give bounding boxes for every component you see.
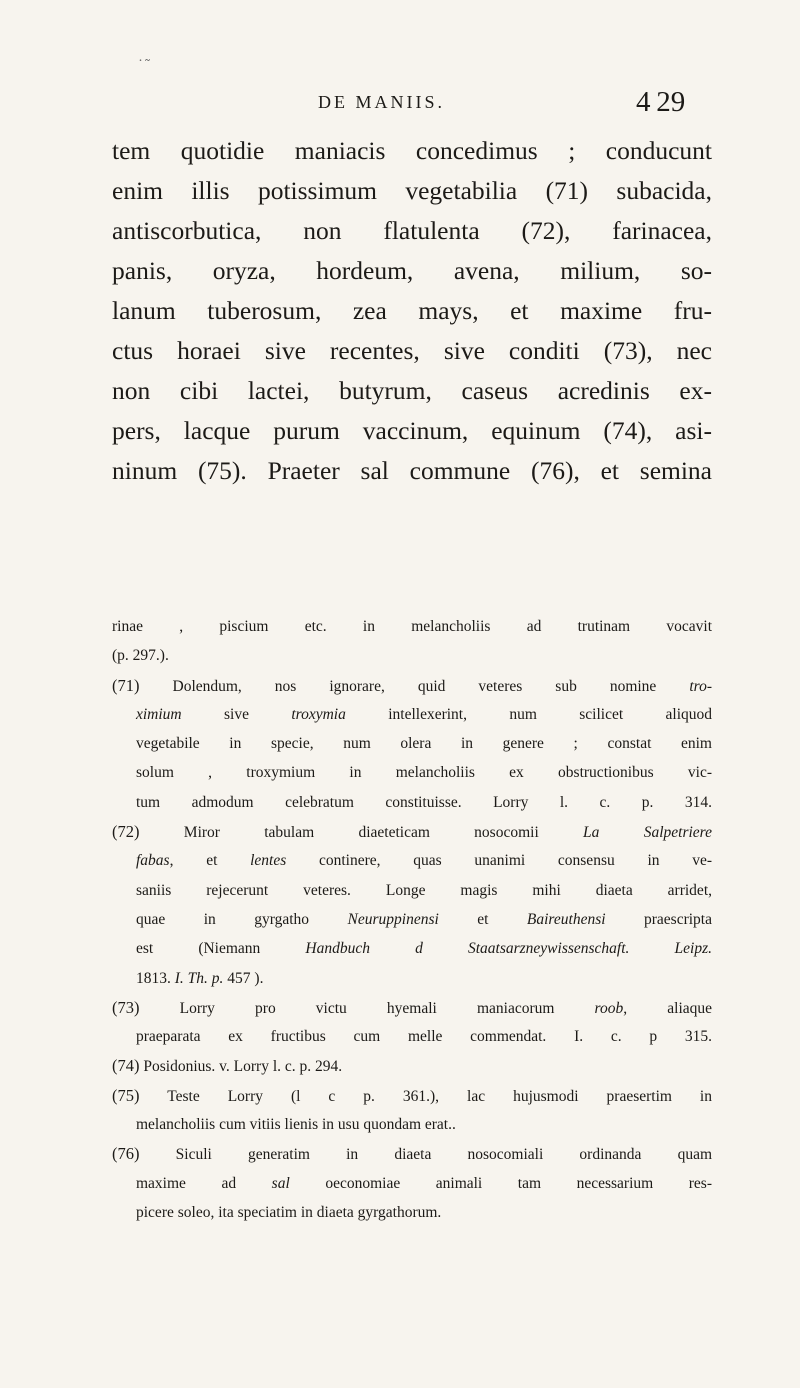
footnote-72: (72) Miror tabulam diaeteticam nosocomii La Salpetriere [112, 822, 712, 842]
footnote-line: quae in gyrgatho Neuruppinensi et Baireuthensi praescripta [136, 910, 712, 928]
footnote-line: ximium sive troxymia intellexerint, num scilicet aliquod [136, 705, 712, 723]
footnote-line: vegetabile in specie, num olera in genere ; constat enim [136, 735, 712, 753]
footnote-73: (73) Lorry pro victu hyemali maniacorum roob, aliaque [112, 997, 712, 1017]
text-line: enim illis potissimum vegetabilia (71) subacida, [112, 176, 712, 205]
footnote-number: (74) [112, 1056, 140, 1076]
footnote-line: fabas, et lentes continere, quas unanimi consensu in ve- [136, 852, 712, 870]
footnotes [112, 612, 712, 1227]
footnote-continuation-line: (p. 297.). [112, 647, 169, 665]
footnote-line: praeparata ex fructibus cum melle commendat. I. c. p 315. [136, 1028, 712, 1046]
footnote-line: solum , troxymium in melancholiis ex obstructionibus vic- [136, 764, 712, 782]
text-line: pers, lacque purum vaccinum, equinum (74), asi- [112, 416, 712, 445]
footnote-continuation-line: rinae , piscium etc. in melancholiis ad trutinam vocavit [112, 618, 712, 635]
page-number: 4 29 [636, 86, 686, 118]
footnote-number: (71) [112, 675, 140, 695]
text-line: antiscorbutica, non flatulenta (72), farinacea, [112, 216, 712, 245]
text-line: lanum tuberosum, zea mays, et maxime fru- [112, 296, 712, 325]
footnote-75: (75) Teste Lorry (l c p. 361.), lac hujusmodi praesertim in [112, 1085, 712, 1105]
footnote-number: (75) [112, 1085, 140, 1105]
footnote-74: (74) Posidonius. v. Lorry l. c. p. 294. [112, 1056, 343, 1076]
footnote-line: est (Niemann Handbuch d Staatsarzneywissenschaft. Leipz. [136, 940, 712, 958]
main-text [112, 131, 712, 491]
footnote-line: saniis rejecerunt veteres. Longe magis mihi diaeta arridet, [136, 881, 712, 899]
text-line: ctus horaei sive recentes, sive conditi (73), nec [112, 336, 712, 365]
footnote-number: (76) [112, 1144, 140, 1164]
ink-mark: ˙˜ [137, 58, 151, 74]
text-line: non cibi lactei, butyrum, caseus acredinis ex- [112, 376, 712, 405]
footnote-line: 1813. I. Th. p. 457 ). [136, 969, 264, 987]
text-line: panis, oryza, hordeum, avena, milium, so- [112, 256, 712, 285]
footnote-number: (72) [112, 822, 140, 842]
text-line: ninum (75). Praeter sal commune (76), et semina [112, 456, 712, 485]
footnote-71: (71) Dolendum, nos ignorare, quid veteres sub nomine tro- [112, 675, 712, 695]
text-line: tem quotidie maniacis concedimus ; conducunt [112, 136, 712, 165]
footnote-line: tum admodum celebratum constituisse. Lorry l. c. p. 314. [136, 793, 712, 811]
footnote-76: (76) Siculi generatim in diaeta nosocomiali ordinanda quam [112, 1144, 712, 1164]
page-header [0, 86, 800, 126]
footnote-number: (73) [112, 997, 140, 1017]
running-head: DE MANIIS. [318, 92, 445, 112]
footnote-line: melancholiis cum vitiis lienis in usu quondam erat.. [136, 1116, 456, 1134]
footnote-line: picere soleo, ita speciatim in diaeta gyrgathorum. [136, 1203, 442, 1221]
footnote-line: maxime ad sal oeconomiae animali tam necessarium res- [136, 1174, 712, 1192]
